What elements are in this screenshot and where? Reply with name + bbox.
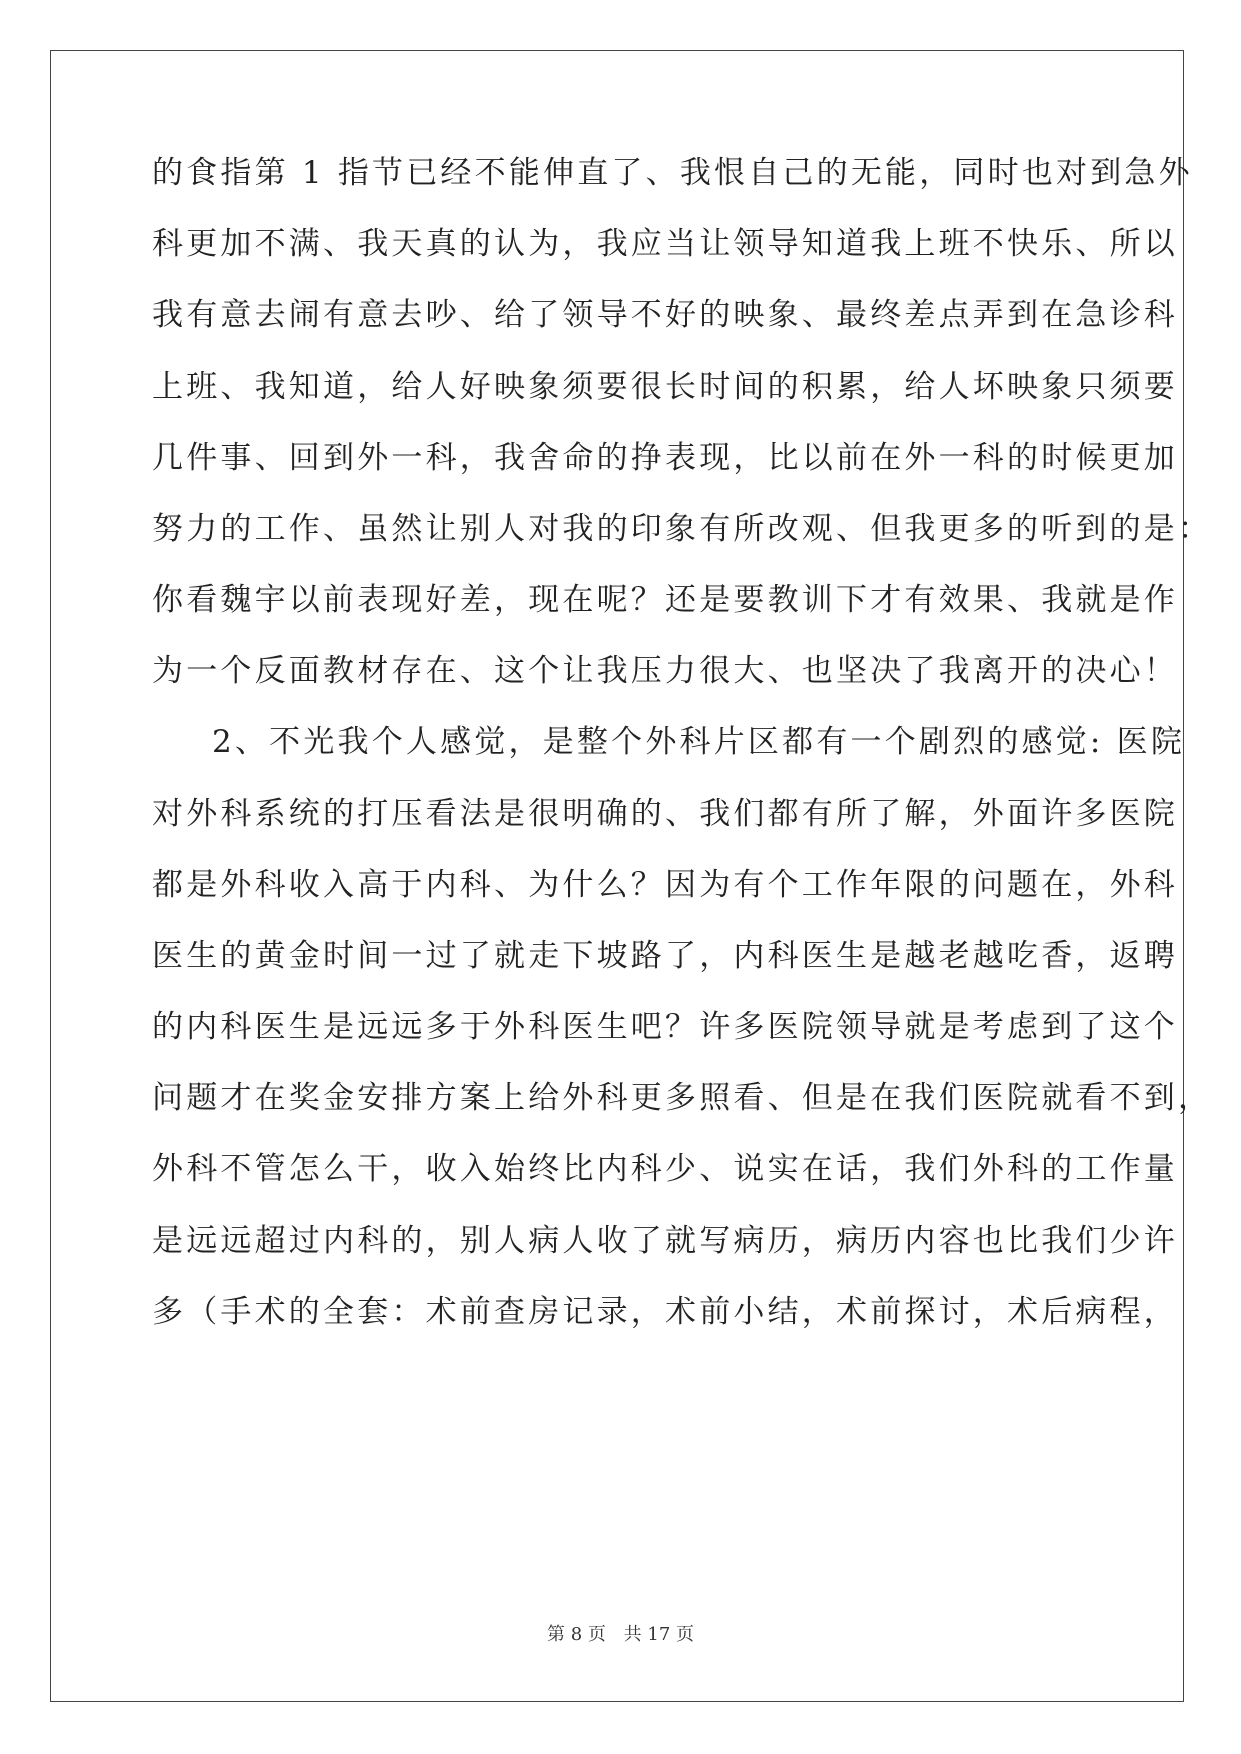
- text-line: 医生的黄金时间一过了就走下坡路了，内科医生是越老越吃香，返聘: [152, 938, 1178, 974]
- text-line: 对外科系统的打压看法是很明确的、我们都有所了解，外面许多医院: [152, 796, 1178, 832]
- text-line: 科更加不满、我天真的认为，我应当让领导知道我上班不快乐、所以: [152, 226, 1178, 262]
- text-line: 我有意去闹有意去吵、给了领导不好的映象、最终差点弄到在急诊科: [152, 297, 1178, 333]
- text-line: 的食指第 1 指节已经不能伸直了、我恨自己的无能，同时也对到急外: [152, 155, 1193, 191]
- text-line: 的内科医生是远远多于外科医生吧？许多医院领导就是考虑到了这个: [152, 1009, 1178, 1045]
- text-line: 你看魏宇以前表现好差，现在呢？还是要教训下才有效果、我就是作: [152, 582, 1178, 618]
- page-footer: [0, 1620, 1241, 1646]
- page-total: 共 17 页: [623, 1624, 694, 1645]
- paragraph-start-line: 2、不光我个人感觉，是整个外科片区都有一个剧烈的感觉: 医院: [212, 724, 1186, 760]
- text-line: 努力的工作、虽然让别人对我的印象有所改观、但我更多的听到的是：: [152, 511, 1213, 547]
- text-line: 外科不管怎么干，收入始终比内科少、说实在话，我们外科的工作量: [152, 1151, 1178, 1187]
- text-line: 是远远超过内科的，别人病人收了就写病历，病历内容也比我们少许: [152, 1223, 1178, 1259]
- text-line: 为一个反面教材存在、这个让我压力很大、也坚决了我离开的决心！: [152, 653, 1178, 689]
- text-line: 都是外科收入高于内科、为什么？因为有个工作年限的问题在，外科: [152, 867, 1178, 903]
- page-number: 第 8 页: [547, 1624, 606, 1645]
- text-line: 问题才在奖金安排方案上给外科更多照看、但是在我们医院就看不到，: [152, 1080, 1213, 1116]
- text-line: 多（手术的全套：术前查房记录，术前小结，术前探讨，术后病程，: [152, 1294, 1178, 1330]
- text-line: 上班、我知道，给人好映象须要很长时间的积累，给人坏映象只须要: [152, 369, 1178, 405]
- text-line: 几件事、回到外一科，我舍命的挣表现，比以前在外一科的时候更加: [152, 440, 1178, 476]
